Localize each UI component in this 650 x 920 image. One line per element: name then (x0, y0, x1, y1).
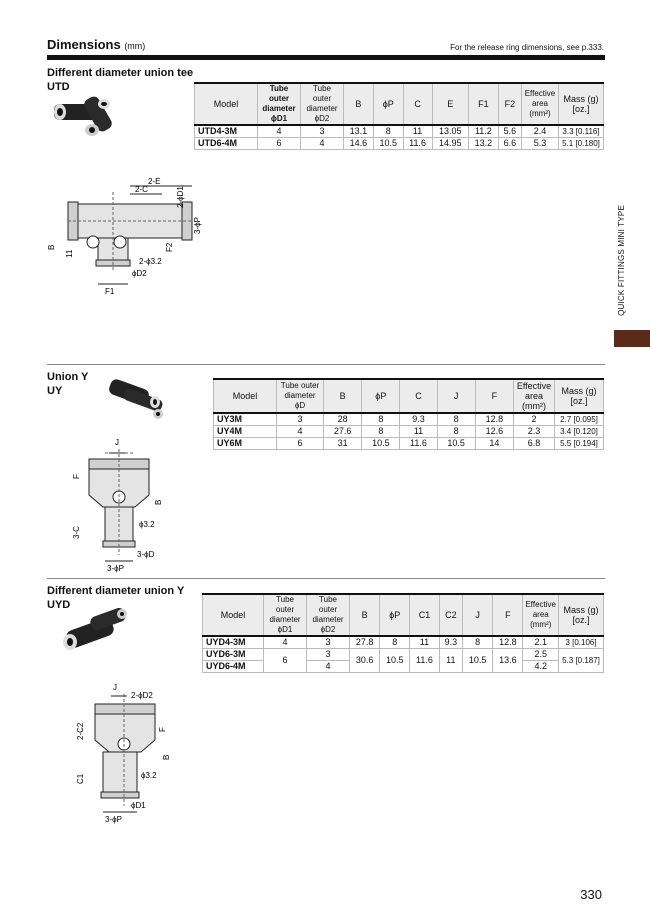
section-divider (47, 364, 605, 365)
dim-11: 11 (65, 249, 74, 258)
dim-j: J (115, 438, 119, 447)
uyd-product-image (60, 608, 132, 658)
dim-d1: ϕD1 (131, 801, 146, 810)
dim-3-p: 3-ϕP (193, 217, 202, 234)
release-ring-note: For the release ring dimensions, see p.333. (450, 43, 604, 52)
dim-f2: F2 (165, 242, 174, 252)
page-number: 330 (580, 887, 602, 902)
dim-2-d1: 2-ϕD1 (176, 186, 185, 208)
page-title: Dimensions (mm) (47, 37, 146, 52)
dim-b: B (47, 244, 56, 250)
uy-dimension-drawing (65, 435, 185, 580)
utd-spec-table: Model Tube outer diameter ϕD1 Tube outer diameter ϕD2 B ϕP C E F1 F2 Effective area (mm²) Mass (g) [oz.] UTD4-3M 4 3 13.1 8 11 13.05 11.2 5.6 2.4 3.3 [0.116] UTD6-4M 6 4 14.6 10.5 11.6 14.95 13.2 6.6 5.3 5.1 [0.180] (194, 82, 604, 150)
table-row: UTD4-3M 4 3 13.1 8 11 13.05 11.2 5.6 2.4 3.3 [0.116] (195, 125, 604, 138)
side-category-label: QUICK FITTINGS MINI TYPE (617, 205, 626, 316)
uy-section-title: Union Y UY (47, 371, 89, 397)
table-row: UY6M 6 31 10.5 11.6 10.5 14 6.8 5.5 [0.194] (214, 438, 604, 450)
uyd-section-title: Different diameter union Y UYD (47, 585, 185, 611)
dim-3-c: 3-C (72, 526, 81, 539)
table-row: UYD6-3M 6 3 30.6 10.5 11.6 11 10.5 13.6 2.5 5.3 [0.187] (203, 649, 604, 661)
table-row: UY3M 3 28 8 9.3 8 12.8 2 2.7 [0.095] (214, 413, 604, 426)
dim-2-d2: 2-ϕD2 (131, 691, 153, 700)
uyd-spec-table: Model Tube outer diameter ϕD1 Tube outer diameter ϕD2 B ϕP C1 C2 J F Effective area (mm²) Mass (g) [oz.] UYD4-3M 4 3 27.8 8 11 9.3 8 12.8 2.1 3 [0.106] UYD6-3M 6 3 30.6 10.5 11.6 11 10.5 13.6 2.5 5.3 [0.187] UYD6-4M 4 4.2 (202, 593, 604, 673)
uy-spec-table: Model Tube outer diameter ϕD B ϕP C J F Effective area (mm²) Mass (g) [oz.] UY3M 3 28 8 9.3 8 12.8 2 2.7 [0.095] UY4M 4 27.6 8 11 8 12.6 2.3 3.4 [0.120] UY6M 6 31 10.5 11.6 10.5 14 6.8 5.5 [0.194] (213, 378, 604, 450)
side-category-tab (614, 330, 650, 347)
uy-product-image (103, 376, 165, 421)
uyd-dimension-drawing (65, 680, 185, 830)
dim-3-2: ϕ3.2 (139, 520, 155, 529)
dim-2-c: 2-C (135, 185, 148, 194)
table-row: UY4M 4 27.6 8 11 8 12.6 2.3 3.4 [0.120] (214, 426, 604, 438)
utd-section-title: Different diameter union tee UTD (47, 67, 194, 93)
dim-j: J (113, 683, 117, 692)
dim-2-c2: 2-C2 (76, 722, 85, 740)
dim-2-3-2: 2-ϕ3.2 (139, 257, 162, 266)
utd-product-image (52, 92, 122, 142)
dim-b: B (162, 754, 171, 760)
dim-3-p: 3-ϕP (105, 815, 122, 824)
dim-f1: F1 (105, 287, 115, 296)
dim-3-2: ϕ3.2 (141, 771, 157, 780)
dim-2-e: 2-E (148, 177, 161, 186)
dim-3-p: 3-ϕP (107, 564, 124, 573)
dim-b: B (154, 499, 163, 505)
dim-d2: ϕD2 (132, 269, 147, 278)
table-row: UTD6-4M 6 4 14.6 10.5 11.6 14.95 13.2 6.6 5.3 5.1 [0.180] (195, 138, 604, 150)
table-row: UYD6-4M 4 4.2 (203, 661, 604, 673)
dim-f: F (158, 727, 167, 732)
dim-f: F (72, 474, 81, 479)
dim-3-d: 3-ϕD (137, 550, 155, 559)
table-row: UYD4-3M 4 3 27.8 8 11 9.3 8 12.8 2.1 3 [0.106] (203, 636, 604, 649)
dim-c1: C1 (76, 773, 85, 784)
section-divider (47, 578, 605, 579)
header-rule (47, 55, 605, 60)
utd-dimension-drawing (40, 172, 215, 302)
